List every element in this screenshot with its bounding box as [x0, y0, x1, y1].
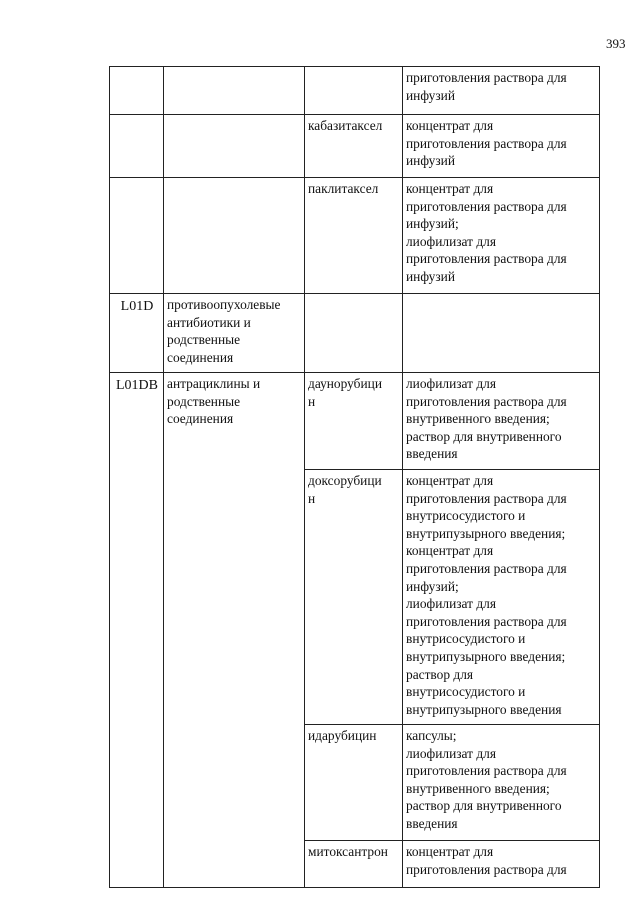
atc-code-cell	[110, 67, 164, 115]
dosage-form-cell: концентрат для приготовления раствора для внутрисосудистого и внутрипузырного введения; концентрат для приготовления раствора для инфузий; лиофилизат для приготовления раствора для внутрисосудистого и внутрипузырного введения; раствор для внутрисосудистого и внутрипузырного введения	[403, 470, 600, 725]
dosage-form-cell: концентрат для приготовления раствора для инфузий; лиофилизат для приготовления раствора для инфузий	[403, 178, 600, 294]
table-row	[110, 115, 600, 178]
table-row	[110, 294, 600, 373]
drug-name-cell	[305, 294, 403, 373]
drug-name-cell: паклитаксел	[305, 178, 403, 294]
atc-code-cell	[110, 178, 164, 294]
group-name-cell: противоопухолевые антибиотики и родственные соединения	[164, 294, 305, 373]
table-row	[110, 67, 600, 115]
dosage-form-cell: концентрат для приготовления раствора для инфузий	[403, 115, 600, 178]
dosage-form-cell: капсулы; лиофилизат для приготовления раствора для внутривенного введения; раствор для внутривенного введения	[403, 725, 600, 841]
drug-table	[109, 66, 600, 888]
dosage-form-cell: лиофилизат для приготовления раствора для внутривенного введения; раствор для внутривенного введения	[403, 373, 600, 470]
table-row	[110, 373, 600, 470]
drug-name-cell	[305, 67, 403, 115]
drug-name-cell: митоксантрон	[305, 841, 403, 888]
page-number: 393	[606, 36, 626, 51]
dosage-form-cell	[403, 294, 600, 373]
dosage-form-cell: концентрат для приготовления раствора для	[403, 841, 600, 888]
group-name-cell	[164, 115, 305, 178]
drug-name-cell: идарубицин	[305, 725, 403, 841]
atc-code-cell: L01DB	[110, 373, 164, 888]
drug-name-cell: доксорубици н	[305, 470, 403, 725]
drug-name-cell: даунорубици н	[305, 373, 403, 470]
group-name-cell	[164, 67, 305, 115]
atc-code-cell: L01D	[110, 294, 164, 373]
drug-name-cell: кабазитаксел	[305, 115, 403, 178]
atc-code-cell	[110, 115, 164, 178]
table-row	[110, 178, 600, 294]
dosage-form-cell: приготовления раствора для инфузий	[403, 67, 600, 115]
group-name-cell: антрациклины и родственные соединения	[164, 373, 305, 888]
group-name-cell	[164, 178, 305, 294]
